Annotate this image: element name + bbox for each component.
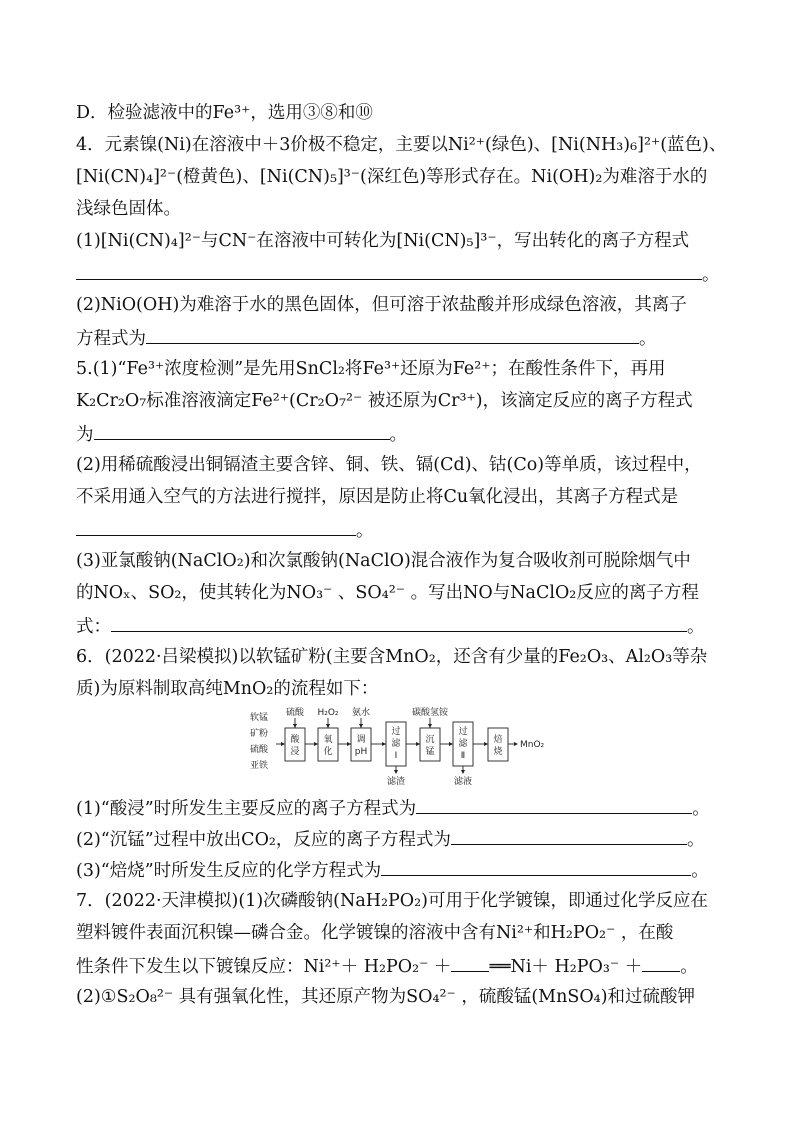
q6-stem-line2: 质)为原料制取高纯MnO₂的流程如下： [76,679,379,699]
q5-part3-line1: (3)亚氯酸钠(NaClO₂)和次氯酸钠(NaClO)混合液作为复合吸收剂可脱除烟气中 [76,551,691,571]
answer-blank[interactable] [381,857,691,876]
period: 。 [389,425,407,445]
box-label: pH [354,747,368,757]
q4-stem-line3: 浅绿色固体。 [76,199,181,219]
box-label: 氧 [323,735,333,745]
box-label: 锰 [425,747,435,757]
part-text: 方程式为 [76,329,146,349]
waste-filtrate: 滤液 [453,777,473,786]
part-text: (3)“焙烧”时所发生反应的化学方程式为 [76,861,382,881]
q7-part2: (2)①S₂O₈²⁻ 具有强氧化性，其还原产物为SO₄²⁻ ，硫酸锰(MnSO₄)和过硫酸钾 [76,987,696,1007]
q4-part2-line2 [76,325,657,351]
answer-blank[interactable] [76,261,702,280]
q3-option-d: D．检验滤液中的Fe³⁺，选用③⑧和⑩ [76,103,373,123]
answer-blank[interactable] [451,826,687,845]
q4-part2-line1: (2)NiO(OH)为难溶于水的黑色固体，但可溶于浓盐酸并形成绿色溶液，其离子 [76,295,687,315]
answer-blank[interactable] [642,953,680,972]
q6-part1 [76,795,710,821]
box-label: Ⅱ [460,751,466,761]
part-text: (1)“酸浸”时所发生主要反应的离子方程式为 [76,799,417,819]
waste-residue: 滤渣 [386,777,406,786]
reagent-h2o2: H₂O₂ [317,708,339,718]
raw-material-4: 亚铁 [250,761,269,771]
raw-material-1: 软锰 [250,713,269,723]
q5-part3-line3 [76,613,705,639]
box-label: 调 [356,735,366,745]
box-label: 焙 [493,735,503,745]
box-label: 烧 [493,747,503,757]
box-label: 滤 [458,739,468,749]
product-mno2: MnO₂ [520,740,545,750]
part-text: ══Ni＋ H₂PO₃⁻ ＋ [489,957,643,977]
period: 。 [687,617,705,637]
q5-part1-line1: 5.(1)“Fe³⁺浓度检测”是先用SnCl₂将Fe³⁺还原为Fe²⁺；在酸性条件下，再用 [76,359,666,379]
box-label: 滤 [391,739,401,749]
box-label: 浸 [290,747,300,757]
box-label: Ⅰ [394,751,398,761]
process-flow-diagram [248,706,568,786]
q4-stem-line2: [Ni(CN)₄]²⁻(橙黄色)、[Ni(CN)₅]³⁻(深红色)等形式存在。Ni(OH)₂为难溶于水的 [76,167,708,187]
reagent-sulfuric-acid: 硫酸 [285,708,305,718]
raw-material-2: 矿粉 [250,729,269,739]
q6-part2 [76,826,704,852]
period: 。 [686,830,705,850]
part-text: (2)“沉锰”过程中放出CO₂，反应的离子方程式为 [76,830,451,850]
q5-part3-line2: 的NOₓ、SO₂，使其转化为NO₃⁻ 、SO₄²⁻ 。写出NO与NaClO₂反应的离子方程 [76,583,699,603]
answer-blank[interactable] [416,795,692,814]
part-text: 式： [76,617,111,637]
q4-part1-answer [76,261,720,287]
period: 。 [639,329,657,349]
period: 。 [356,521,374,541]
answer-blank[interactable] [146,325,639,344]
reagent-ammonium-bicarbonate: 碳酸氢铵 [411,708,449,718]
q5-part2-answer [76,517,374,543]
box-label: 化 [323,747,333,757]
q6-stem-line1: 6．(2022·吕梁模拟)以软锰矿粉(主要含MnO₂，还含有少量的Fe₂O₃、Al₂O₃等杂 [76,647,708,667]
answer-blank[interactable] [94,421,390,440]
q6-part3 [76,857,709,883]
q4-part1: (1)[Ni(CN)₄]²⁻与CN⁻在溶液中可转化为[Ni(CN)₅]³⁻，写出转化的离子方程式 [76,231,690,251]
answer-blank[interactable] [451,953,489,972]
q7-stem-line1: 7．(2022·天津模拟)(1)次磷酸钠(NaH₂PO₂)可用于化学镀镍，即通过化学反应在 [76,891,708,911]
period: 。 [702,265,720,285]
q7-stem-line3 [76,953,698,979]
answer-blank[interactable] [111,613,687,632]
q5-part1-line3 [76,421,407,447]
part-text: 为 [76,425,94,445]
part-text: 性条件下发生以下镀镍反应：Ni²⁺＋ H₂PO₂⁻ ＋ [76,957,452,977]
period: 。 [692,799,710,819]
q7-stem-line2: 塑料镀件表面沉积镍—磷合金。化学镀镍的溶液中含有Ni²⁺和H₂PO₂⁻ ，在酸 [76,923,674,943]
reagent-ammonia: 氨水 [351,708,371,718]
q5-part2-line1: (2)用稀硫酸浸出铜镉渣主要含锌、铜、铁、镉(Cd)、钴(Co)等单质，该过程中， [76,455,702,475]
box-label: 过 [458,727,468,737]
answer-blank[interactable] [76,517,356,536]
box-label: 过 [391,727,401,737]
q5-part1-line2: K₂Cr₂O₇标准溶液滴定Fe²⁺(Cr₂O₇²⁻ 被还原为Cr³⁺)，该滴定反应的离子方程式 [76,391,693,411]
q4-stem-line1: 4．元素镍(Ni)在溶液中＋3价极不稳定，主要以Ni²⁺(绿色)、[Ni(NH₃)₆]²⁺(蓝色)、 [76,135,727,155]
box-label: 酸 [290,735,300,745]
period: 。 [680,957,698,977]
raw-material-3: 硫酸 [250,745,269,755]
period: 。 [691,861,709,881]
box-label: 沉 [425,735,435,745]
q5-part2-line2: 不采用通入空气的方法进行搅拌，原因是防止将Cu氧化浸出，其离子方程式是 [76,487,679,507]
